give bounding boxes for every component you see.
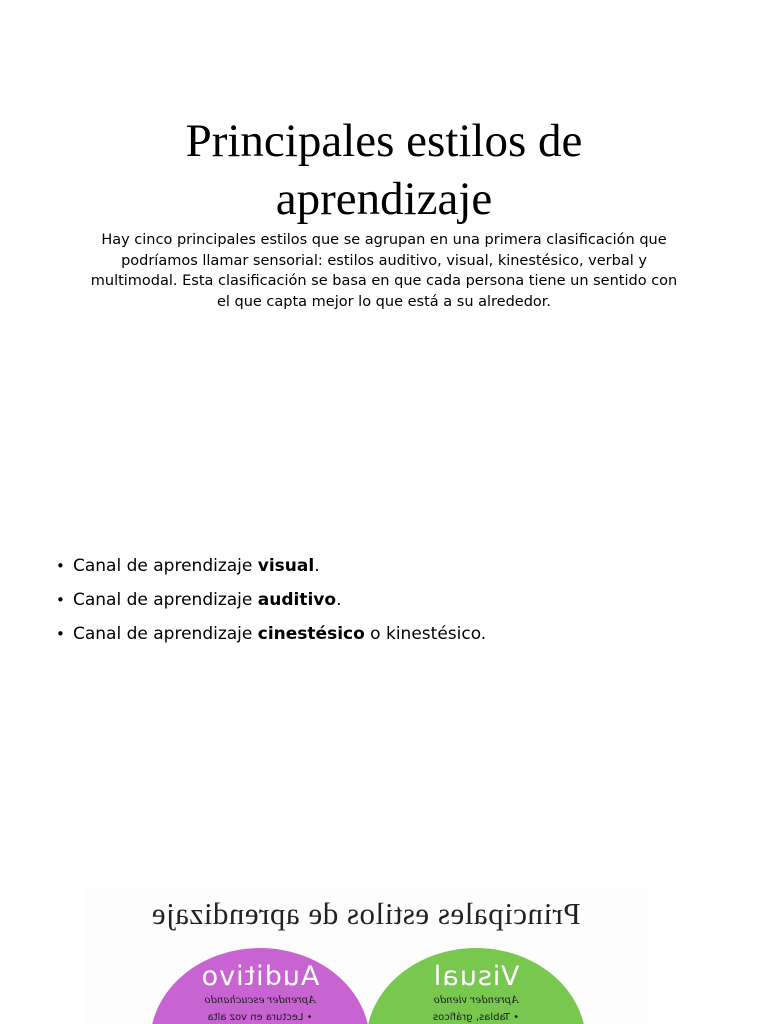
visual-label: Visual [432,961,520,992]
bullet-icon: • [56,625,65,643]
page-title: Principales estilos de aprendizaje [185,115,583,225]
list-item-suffix: . [314,556,320,576]
bullet-icon: • [56,591,65,609]
auditivo-item: • Lectura en voz alta [207,1012,313,1023]
learning-styles-image [84,888,648,1024]
auditivo-circle [150,948,370,1024]
auditivo-label: Auditivo [200,961,320,992]
list-item-text: Canal de aprendizaje [73,590,258,610]
visual-subtitle: Aprender viendo [433,995,519,1006]
auditivo-circle-content [150,948,370,1024]
intro-paragraph: Hay cinco principales estilos que se agrupan en una primera clasificación que podríamos llamar sensorial: estilos auditivo, visual, kinestésico, verbal y multimodal. Esta clasificación se basa en que cada persona tiene un sentido con el que capta mejor lo que está a su alrededor. [90,232,678,310]
bullet-icon: • [56,557,65,575]
visual-circle [366,948,586,1024]
list-item-suffix: . [336,590,342,610]
learning-channels-list [56,549,486,651]
visual-item: • Tablas, gráficos [432,1012,520,1023]
list-item-text: Canal de aprendizaje [73,556,258,576]
list-item [56,549,486,583]
list-item-emphasis: cinestésico [257,624,365,644]
list-item [56,617,486,651]
auditivo-subtitle: Aprender escuchando [204,995,316,1006]
list-item-emphasis: visual [257,556,315,576]
image-title: Principales estilos de aprendizaje [151,896,581,931]
list-item-emphasis: auditivo [257,590,337,610]
list-item-suffix: o kinestésico. [364,624,487,644]
list-item [56,583,486,617]
visual-circle-content [366,948,586,1024]
list-item-text: Canal de aprendizaje [73,624,258,644]
